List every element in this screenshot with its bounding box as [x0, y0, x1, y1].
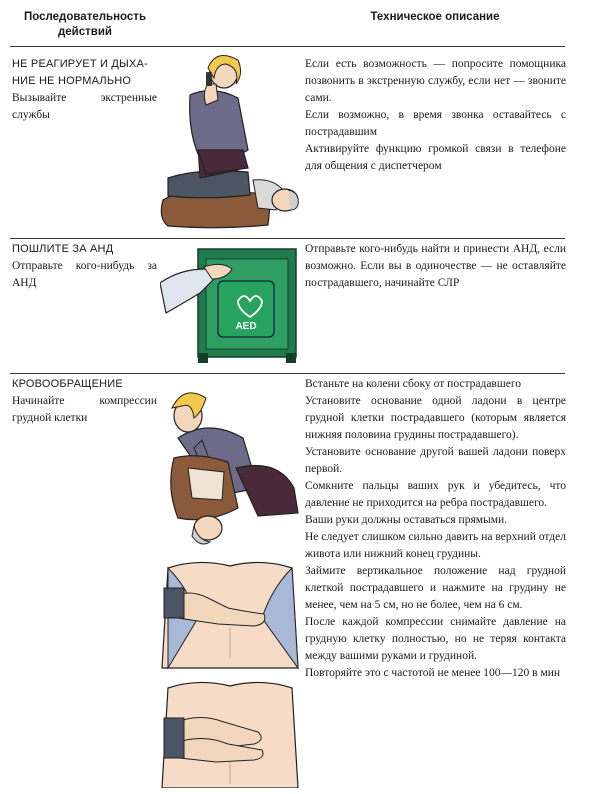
description-paragraph: Установите основание другой вашей ладони поверх первой. — [305, 446, 566, 475]
description-paragraph: Сомкните пальцы ваших рук и убедитесь, что давление не приходится на ребра пострадавшего. — [305, 480, 566, 509]
table-header — [0, 0, 601, 44]
description-paragraph: Не следует слишком сильно давить на верхний отдел живота или нижний конец грудины. — [305, 531, 566, 560]
description-paragraph: Повторяйте это с частотой не менее 100—120 в мин — [305, 667, 561, 679]
description-paragraph: Займите вертикальное положение над грудной клеткой пострадавшего и нажмите на грудину не менее, чем на 5 см, но не более, чем на 6 см. — [305, 565, 566, 611]
header-technical-description: Техническое описание — [370, 11, 500, 23]
description-call-emergency — [305, 56, 566, 175]
step-title: ПОШЛИТЕ ЗА АНД — [12, 243, 114, 255]
illustration-aed-cabinet — [160, 243, 300, 365]
description-paragraph: Установите основание одной ладони в центре грудной клетки пострадавшего (которым является нижняя половина грудины пострадавшего). — [305, 395, 566, 441]
description-paragraph: После каждой компрессии снимайте давление на грудную клетку полностью, но не теряя контакта между вашими руками и грудиной. — [305, 616, 566, 662]
row-rule — [10, 238, 565, 239]
description-circulation — [305, 376, 566, 682]
description-paragraph: Если есть возможность — попросите помощника позвонить в экстренную службу, если нет — звоните сами. — [305, 58, 566, 104]
step-title: КРОВООБРАЩЕНИЕ — [12, 378, 123, 390]
step-action: Отправьте кого-нибудь за АНД — [12, 260, 157, 289]
step-action: Вызывайте экстренные службы — [12, 92, 157, 121]
step-title — [12, 56, 157, 90]
step-title-line: НИЕ НЕ НОРМАЛЬНО — [12, 75, 132, 87]
illustration-chest-compressions — [158, 378, 303, 788]
header-sequence: Последовательность действий — [23, 11, 147, 38]
step-circulation — [12, 376, 157, 427]
description-paragraph: Ваши руки должны оставаться прямыми. — [305, 514, 508, 526]
illustration-phone-call — [158, 50, 303, 240]
step-call-emergency — [12, 56, 157, 124]
description-paragraph: Если возможно, в время звонка оставайтесь с пострадавшим — [305, 109, 566, 138]
step-title-line: НЕ РЕАГИРУЕТ И ДЫХА- — [12, 58, 148, 70]
step-action: Начинайте компрессии грудной клетки — [12, 395, 157, 424]
header-rule — [10, 46, 565, 47]
description-paragraph: Отправьте кого-нибудь найти и принести АНД, если возможно. Если вы в одиночестве — не оставляйте пострадавшего, начинайте СЛР — [305, 243, 566, 289]
description-paragraph: Активируйте функцию громкой связи в телефоне для общения с диспетчером — [305, 143, 566, 172]
row-rule — [10, 373, 565, 374]
description-paragraph: Встаньте на колени сбоку от пострадавшего — [305, 378, 522, 390]
step-send-for-aed — [12, 241, 157, 292]
description-send-for-aed — [305, 241, 566, 292]
aed-label: AED — [235, 321, 257, 332]
